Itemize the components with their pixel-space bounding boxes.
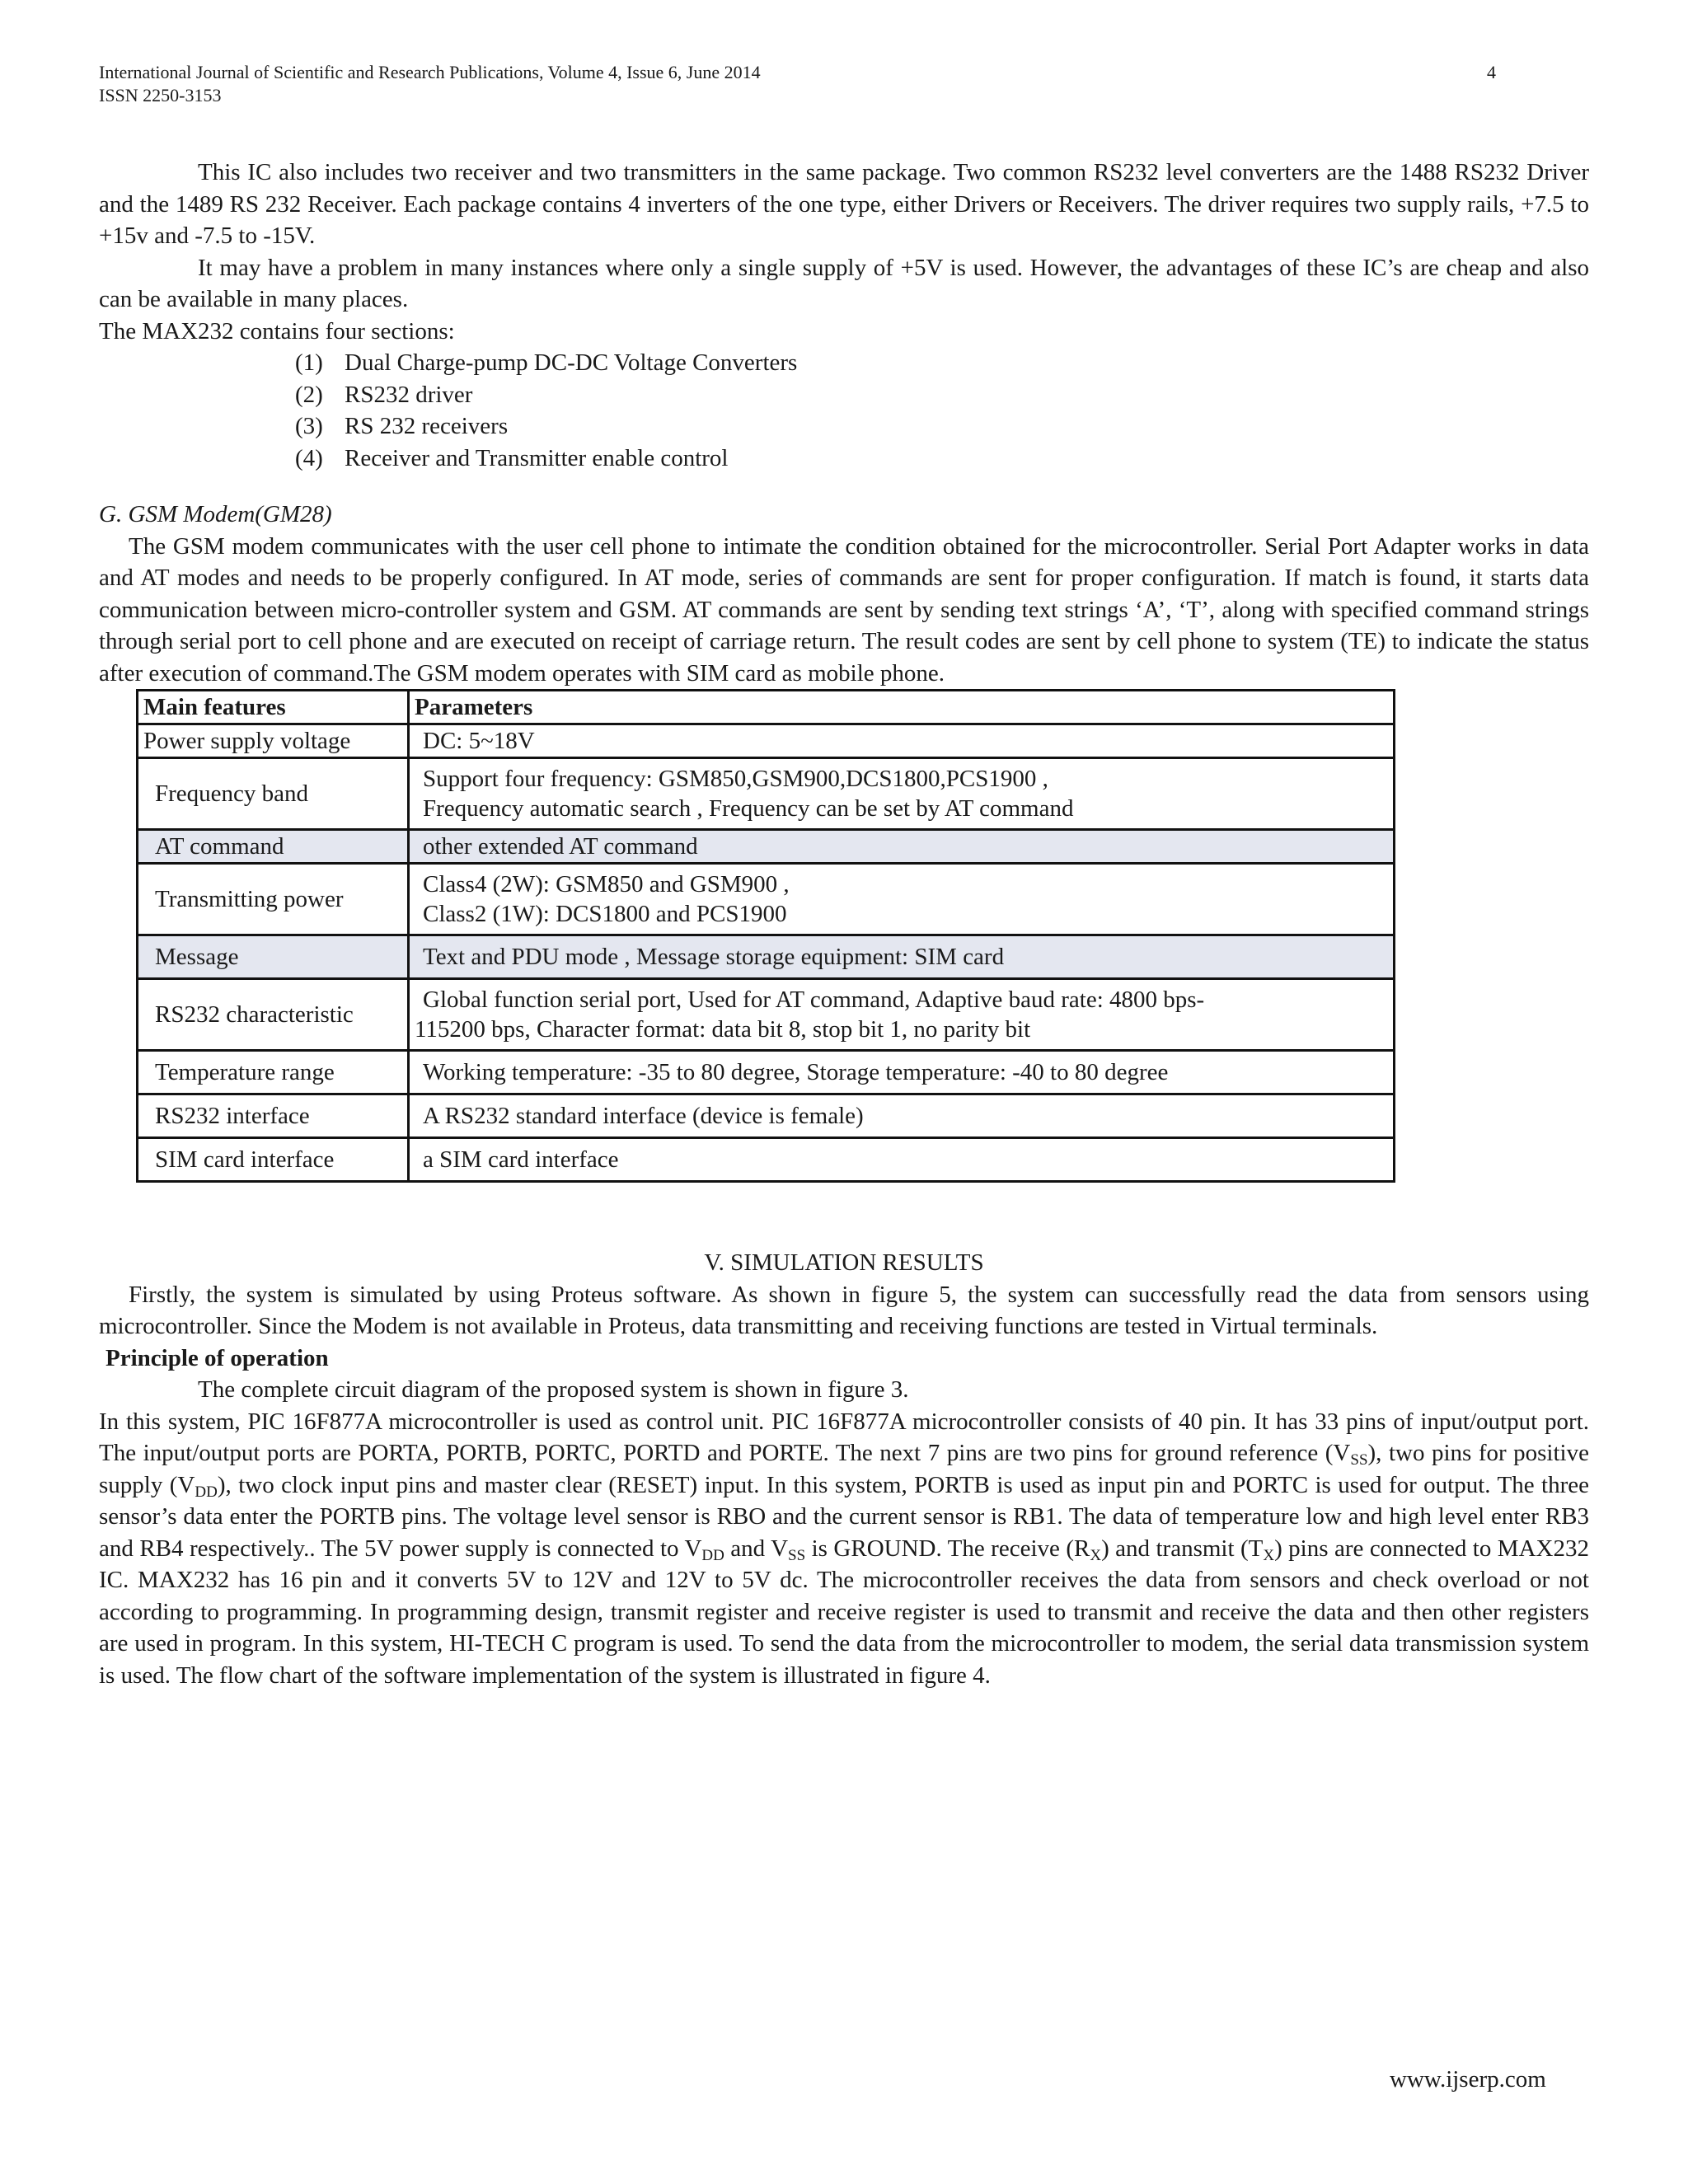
list-item: (1) Dual Charge-pump DC-DC Voltage Converters	[295, 349, 798, 376]
issn-line: ISSN 2250-3153	[99, 85, 222, 105]
table-row: RS232 interface A RS232 standard interface (device is female)	[138, 1094, 1395, 1138]
gsm-features-table	[136, 689, 1395, 1183]
table-row: SIM card interface a SIM card interface	[138, 1138, 1395, 1182]
table-header-parameters: Parameters	[409, 691, 1395, 724]
list-item: (2) RS232 driver	[295, 381, 473, 408]
table-row: Message Text and PDU mode , Message storage equipment: SIM card	[138, 935, 1395, 979]
simulation-paragraph: Firstly, the system is simulated by using Proteus software. As shown in figure 5, the system can successfully read the data from sensors using microcontroller. Since the Modem is not available in Proteus, data transmitting and receiving functions are tested in Virtual terminals.	[99, 1281, 1589, 1339]
footer-url: www.ijserp.com	[1390, 2066, 1546, 2093]
gsm-section-title: G. GSM Modem(GM28)	[99, 501, 332, 527]
max232-sections-list	[99, 347, 1589, 474]
table-row: RS232 characteristic Global function serial port, Used for AT command, Adaptive baud rate: 4800 bps- 115200 bps, Character format: data bit 8, stop bit 1, no parity bit	[138, 979, 1395, 1051]
table-row: Power supply voltage DC: 5~18V	[138, 724, 1395, 758]
intro-paragraph-3: The MAX232 contains four sections:	[99, 317, 455, 344]
principle-subtitle: Principle of operation	[106, 1344, 329, 1371]
simulation-section-title: V. SIMULATION RESULTS	[704, 1249, 984, 1276]
intro-paragraph-2: It may have a problem in many instances where only a single supply of +5V is used. However, the advantages of these IC’s are cheap and also can be available in many places.	[99, 254, 1589, 312]
journal-header: International Journal of Scientific and Research Publications, Volume 4, Issue 6, June 2014	[99, 62, 761, 82]
principle-paragraph: In this system, PIC 16F877A microcontroller is used as control unit. PIC 16F877A microcontroller consists of 40 pin. It has 33 pins of input/output port. The input/output ports are PORTA, PORTB, PORTC, PORTD and PORTE. The next 7 pins are two pins for ground reference $(V_{SS})$, two pins for positive supply $(V_{DD})$, two clock input pins and master clear (RESET) input. In this system, PORTB is used as input pin and PORTC is used for output. The three sensor’s data enter the PORTB pins. The voltage level sensor is RBO and the current sensor is RB1. The data of temperature low and high level enter RB3 and RB4 respectively.. The 5V power supply is connected to $V_{DD}$ and $V_{SS}$ is GROUND. The receive $(R_X)$ and transmit $(T_X)$ pins are connected to MAX232 IC. MAX232 has 16 pin and it converts 5V to 12V and 12V to 5V dc. The microcontroller receives the data from sensors and check overload or not according to programming. In programming design, transmit register and receive register is used to transmit and receive the data and then other registers are used in program. In this system, HI-TECH C program is used. To send the data from the microcontroller to modem, the serial data transmission system is used. The flow chart of the software implementation of the system is illustrated in figure 4.	[99, 1408, 1589, 1689]
list-item: (4) Receiver and Transmitter enable control	[295, 444, 729, 471]
article-body	[99, 157, 1589, 1691]
table-header-features: Main features	[138, 691, 409, 724]
principle-intro: The complete circuit diagram of the proposed system is shown in figure 3.	[198, 1376, 909, 1403]
list-item: (3) RS 232 receivers	[295, 413, 509, 439]
table-row: Transmitting power Class4 (2W): GSM850 and GSM900 , Class2 (1W): DCS1800 and PCS1900	[138, 864, 1395, 935]
table-header-row	[138, 691, 1395, 724]
intro-paragraph-1: This IC also includes two receiver and two transmitters in the same package. Two common RS232 level converters are the 1488 RS232 Driver and the 1489 RS 232 Receiver. Each package contains 4 inverters of the one type, either Drivers or Receivers. The driver requires two supply rails, +7.5 to +15v and -7.5 to -15V.	[99, 159, 1589, 249]
page-number: 4	[1487, 62, 1496, 82]
table-row: AT command other extended AT command	[138, 830, 1395, 864]
table-row: Temperature range Working temperature: -35 to 80 degree, Storage temperature: -40 to 80 degree	[138, 1051, 1395, 1094]
gsm-paragraph: The GSM modem communicates with the user cell phone to intimate the condition obtained for the microcontroller. Serial Port Adapter works in data and AT modes and needs to be properly configured. In AT mode, series of commands are sent for proper configuration. If match is found, it starts data communication between micro-controller system and GSM. AT commands are sent by sending text strings ‘A’, ‘T’, along with specified command strings through serial port to cell phone and are executed on receipt of carriage return. The result codes are sent by cell phone to system (TE) to indicate the status after execution of command.The GSM modem operates with SIM card as mobile phone.	[99, 532, 1589, 687]
table-row: Frequency band Support four frequency: GSM850,GSM900,DCS1800,PCS1900 , Frequency automatic search , Frequency can be set by AT command	[138, 758, 1395, 830]
